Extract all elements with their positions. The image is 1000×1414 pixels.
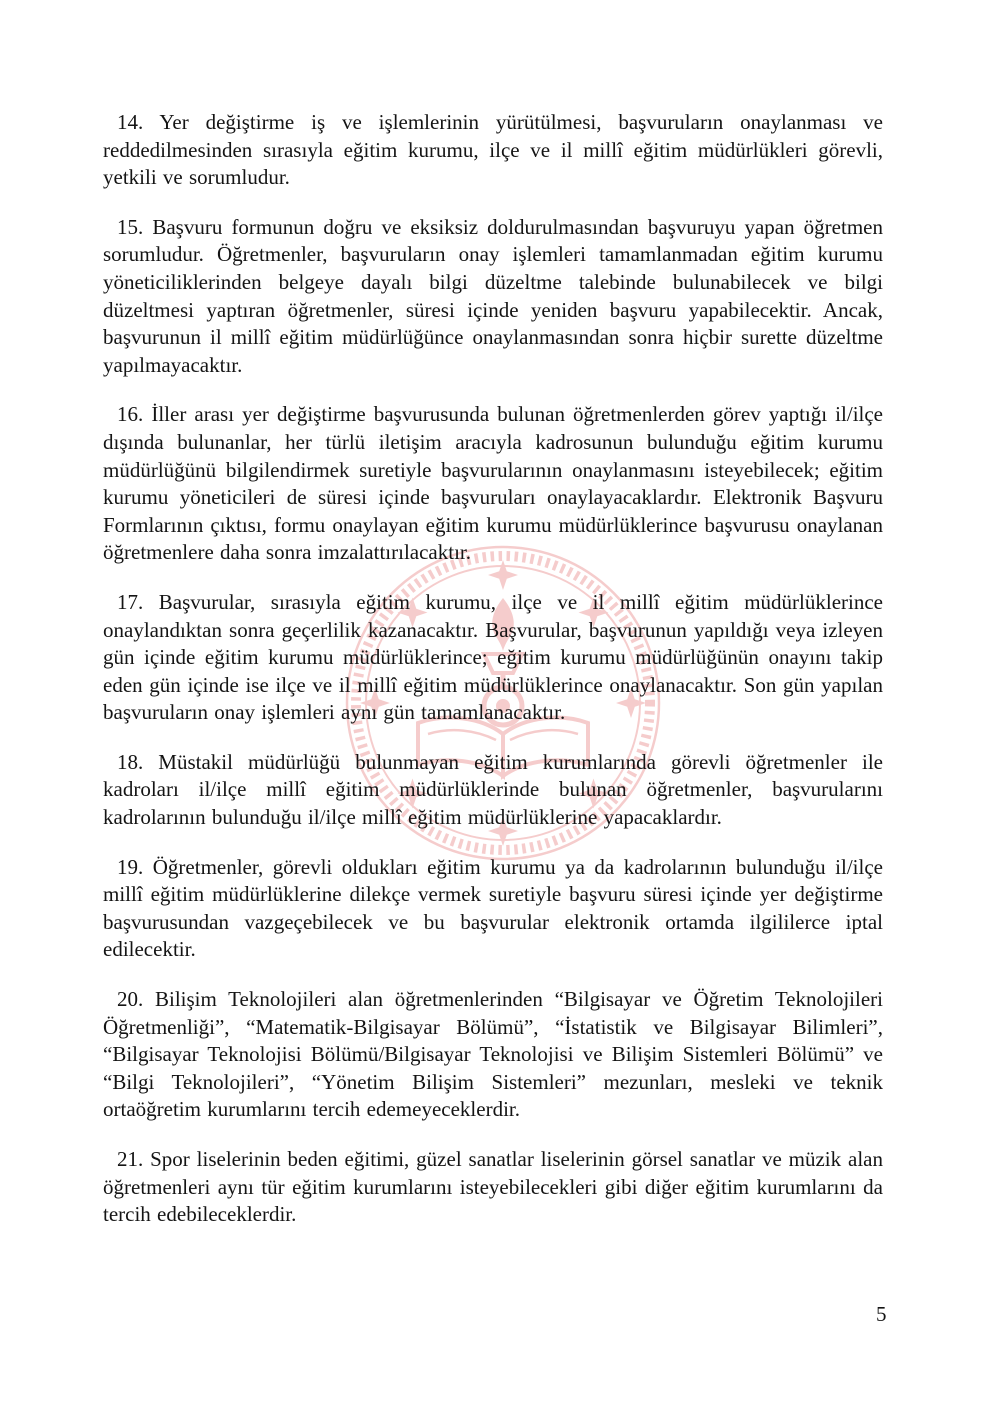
paragraph-16: 16. İller arası yer değiştirme başvurusunda bulunan öğretmenlerden görev yaptığı il/ilçe dışında bulunanlar, her türlü iletişim aracıyla kadrosunun bulunduğu eğitim kurumu müdürlüğünü bilgilendirmek suretiyle başvurularının onaylanmasını isteyebilecek; eğitim kurumu yöneticileri de süresi içinde başvuruları onaylayacaklardır. Elektronik Başvuru Formlarının çıktısı, formu onaylayan eğitim kurumu müdürlüklerince başvurusu onaylanan öğretmenlere daha sonra imzalattırılacaktır. xyxy=(103,402,883,565)
paragraph-19: 19. Öğretmenler, görevli oldukları eğitim kurumu ya da kadrolarının bulunduğu il/ilçe millî eğitim müdürlüklerine dilekçe vermek suretiyle başvuru süresi içinde yer değiştirme başvurusundan vazgeçebilecek ve bu başvurular elektronik ortamda ilgililerce iptal edilecektir. xyxy=(103,854,883,962)
document-body xyxy=(103,109,883,1251)
paragraph-15: 15. Başvuru formunun doğru ve eksiksiz doldurulmasından başvuruyu yapan öğretmen sorumludur. Öğretmenler, başvuruların onay işlemleri tamamlanmadan eğitim kurumu yöneticiliklerinden belgeye dayalı bilgi düzeltme talebinde bulunabilecek ve bilgi düzeltmesi yaptıran öğretmenler, süresi içinde yeniden başvuru yapabilecektir. Ancak, başvurunun il millî eğitim müdürlüğünce onaylanmasından sonra hiçbir surette düzeltme yapılmayacaktır. xyxy=(103,214,883,377)
page-number: 5 xyxy=(876,1302,887,1326)
paragraph-18: 18. Müstakil müdürlüğü bulunmayan eğitim kurumlarında görevli öğretmenler ile kadroları il/ilçe millî eğitim müdürlüklerinde bulunan öğretmenler, başvurularını kadrolarının bulunduğu il/ilçe millî eğitim müdürlüklerine yapacaklardır. xyxy=(103,749,883,830)
paragraph-17: 17. Başvurular, sırasıyla eğitim kurumu, ilçe ve il millî eğitim müdürlüklerince onaylandıktan sonra geçerlilik kazanacaktır. Başvurular, başvurunun yapıldığı veya izleyen gün içinde eğitim kurumu müdürlüklerince; eğitim kurumu müdürlüğünün onayını takip eden gün içinde ise ilçe ve il millî eğitim müdürlüklerince onaylanacaktır. Son gün yapılan başvuruların onay işlemleri aynı gün tamamlanacaktır. xyxy=(103,589,883,725)
paragraph-21: 21. Spor liselerinin beden eğitimi, güzel sanatlar liselerinin görsel sanatlar ve müzik alan öğretmenleri aynı tür eğitim kurumlarını isteyebilecekleri gibi diğer eğitim kurumlarını da tercih edebileceklerdir. xyxy=(103,1147,883,1227)
paragraph-14: 14. Yer değiştirme iş ve işlemlerinin yürütülmesi, başvuruların onaylanması ve reddedilmesinden sırasıyla eğitim kurumu, ilçe ve il millî eğitim müdürlükleri görevli, yetkili ve sorumludur. xyxy=(103,110,883,190)
paragraph-20: 20. Bilişim Teknolojileri alan öğretmenlerinden “Bilgisayar ve Öğretim Teknolojileri Öğretmenliği”, “Matematik-Bilgisayar Bölümü”, “İstatistik ve Bilgisayar Bilimleri”, “Bilgisayar Teknolojisi Bölümü/Bilgisayar Teknolojisi ve Bilişim Sistemleri Bölümü” ve “Bilgi Teknolojileri”, “Yönetim Bilişim Sistemleri” mezunları, mesleki ve teknik ortaöğretim kurumlarını tercih edemeyeceklerdir. xyxy=(103,987,883,1122)
